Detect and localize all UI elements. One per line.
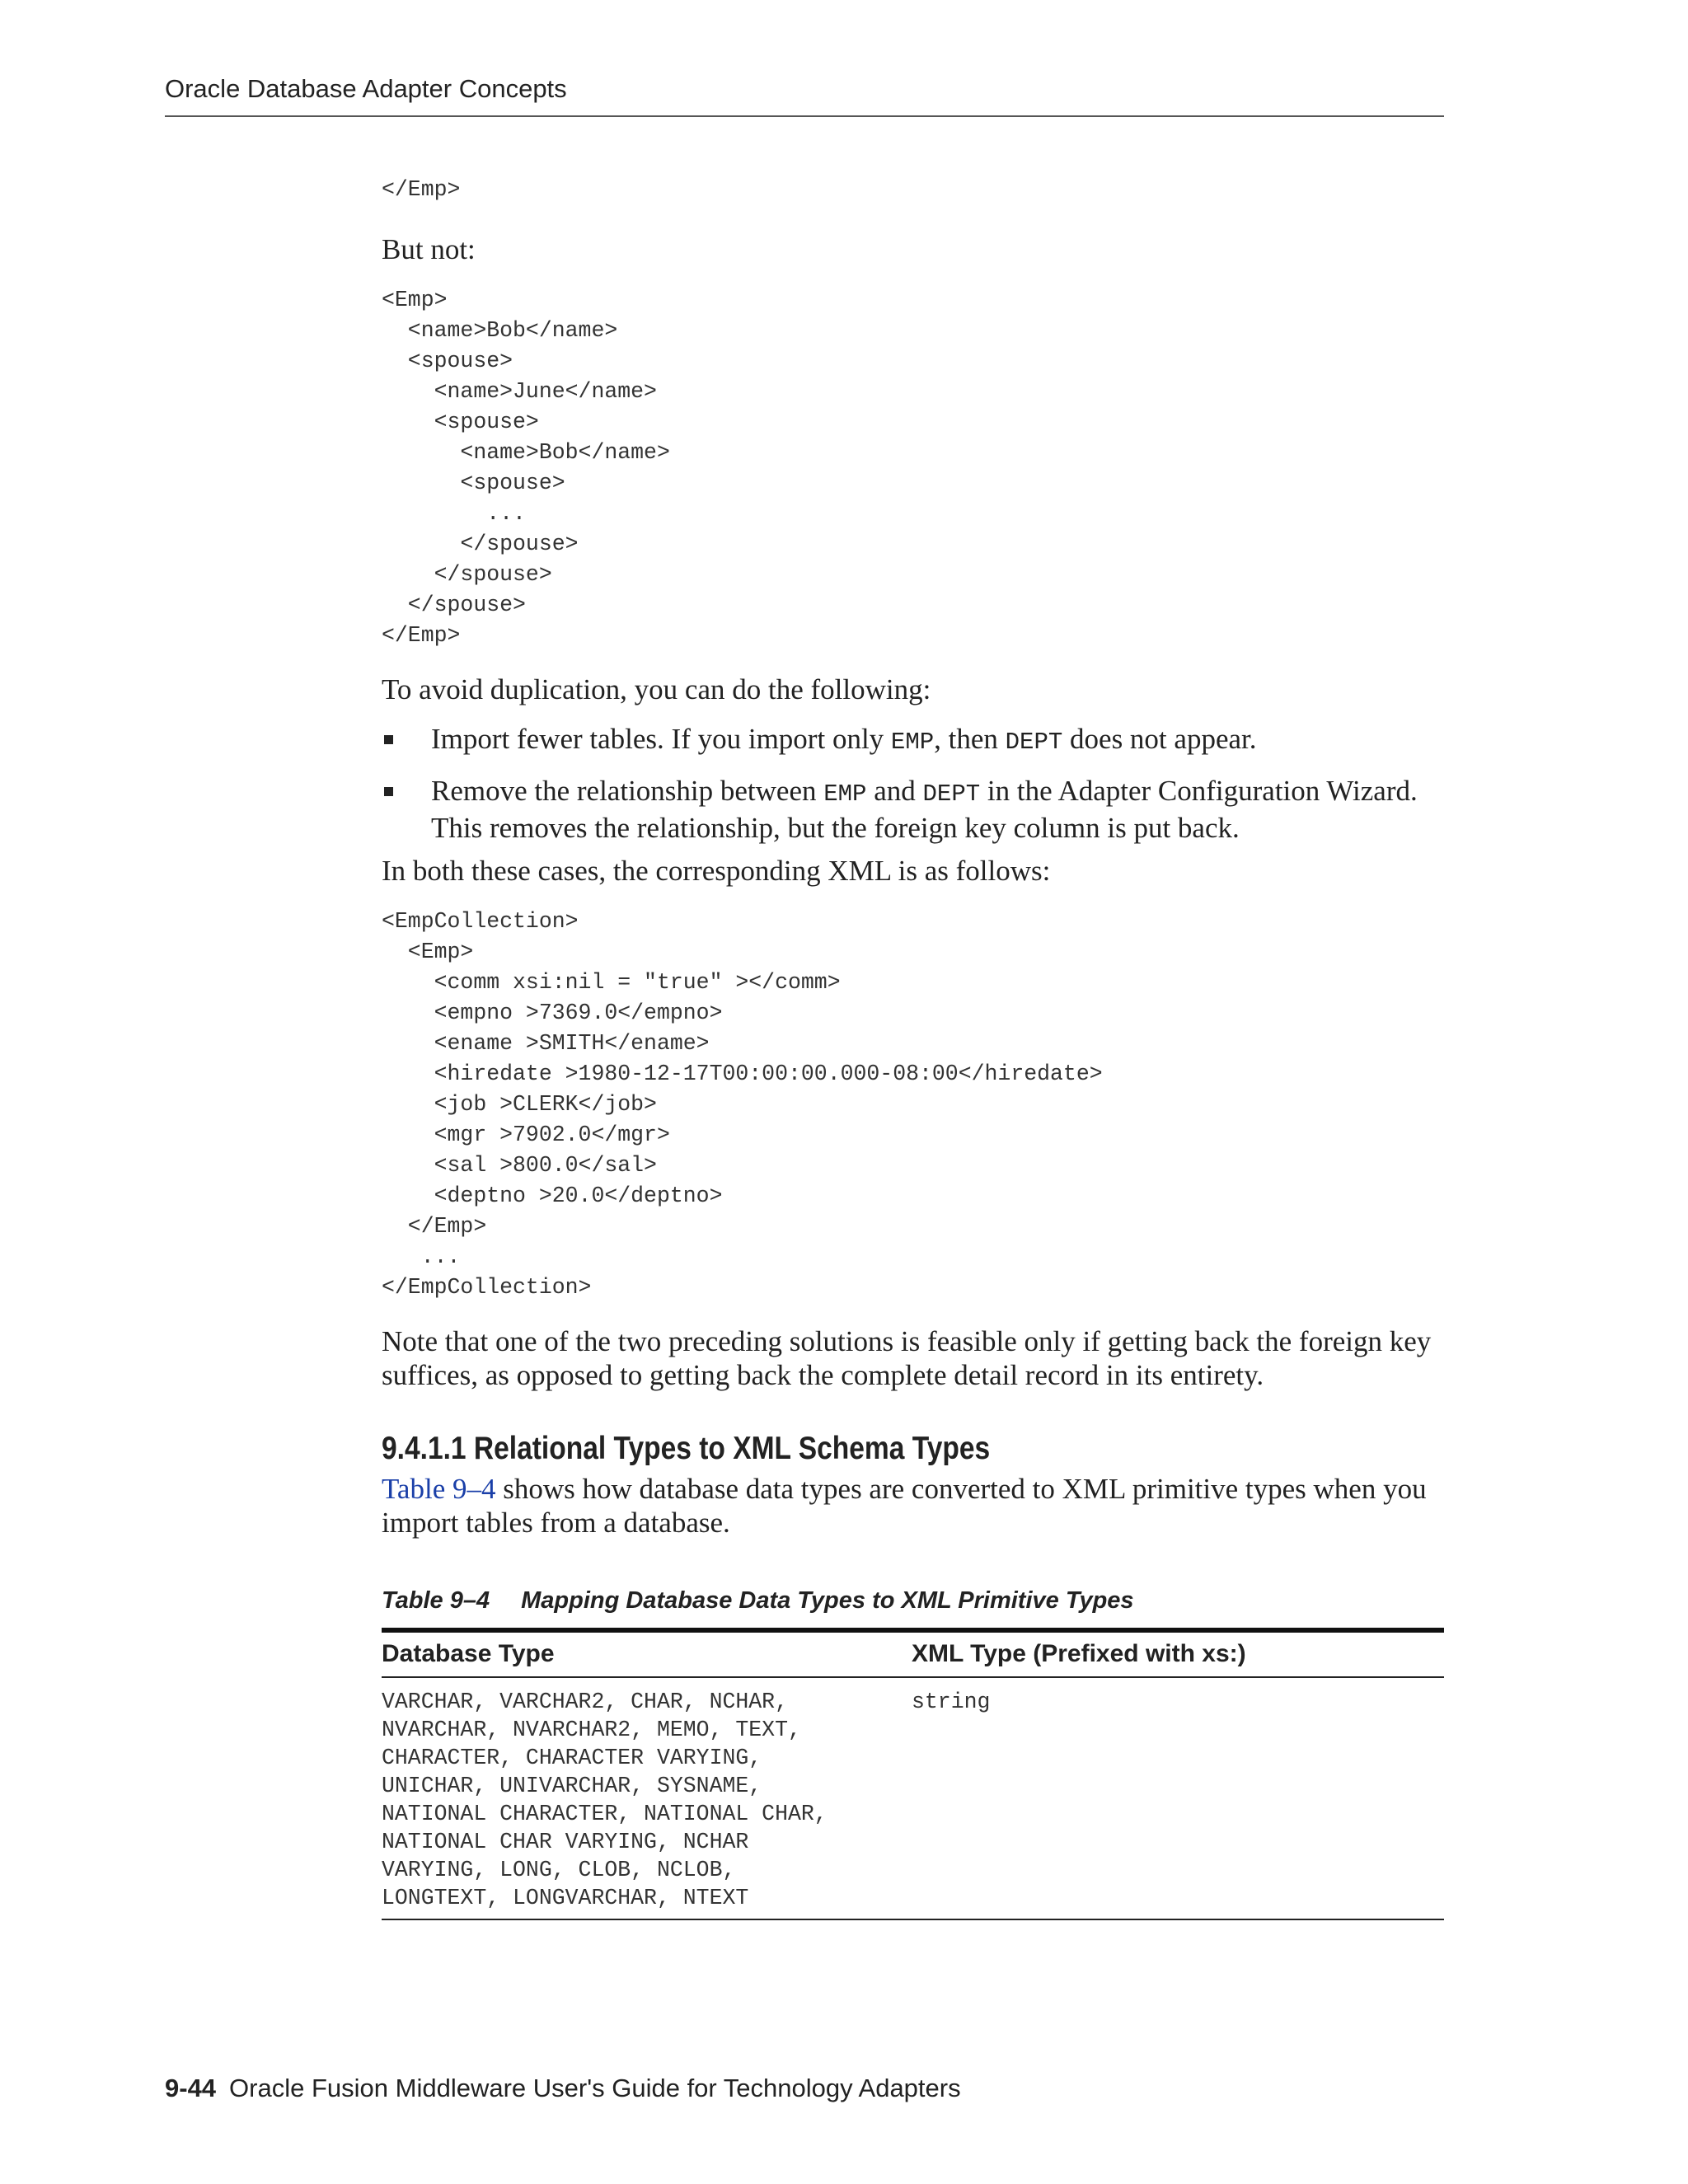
code-emp: EMP: [823, 780, 867, 808]
code-recursive-example: <Emp> <name>Bob</name> <spouse> <name>June</name> <spouse> <name>Bob</name> <spouse> ... </spouse> </spouse> </spouse> </Emp>: [382, 288, 670, 648]
mapping-table-wrapper: [382, 1628, 1444, 1920]
column-header-database-type: Database Type: [382, 1630, 912, 1677]
both-cases-text: In both these cases, the corresponding XML is as follows:: [382, 855, 1051, 887]
avoid-duplication-intro: To avoid duplication, you can do the following:: [382, 673, 931, 705]
table-caption-title: Mapping Database Data Types to XML Primitive Types: [521, 1587, 1134, 1614]
header-rule: [165, 115, 1444, 117]
solution-list: [382, 722, 1444, 845]
code-empcollection-example: <EmpCollection> <Emp> <comm xsi:nil = "true" ></comm> <empno >7369.0</empno> <ename >SMITH</ename> <hiredate >1980-12-17T00:00:00.000-08:00</hiredate> <job >CLERK</job> <mgr >7902.0</mgr> <sal >800.0</sal> <deptno >20.0</deptno> </Emp> ... </EmpCollection>: [382, 909, 1103, 1300]
column-header-xml-type: XML Type (Prefixed with xs:): [912, 1630, 1444, 1677]
square-bullet-icon: [384, 735, 393, 744]
running-header: Oracle Database Adapter Concepts: [165, 74, 567, 103]
cell-database-type: VARCHAR, VARCHAR2, CHAR, NCHAR, NVARCHAR, NVARCHAR2, MEMO, TEXT, CHARACTER, CHARACTER VARYING, UNICHAR, UNIVARCHAR, SYSNAME, NATIONAL CHARACTER, NATIONAL CHAR, NATIONAL CHAR VARYING, NCHAR VARYING, LONG, CLOB, NCLOB, LONGTEXT, LONGVARCHAR, NTEXT: [382, 1677, 912, 1919]
list-item: Remove the relationship between EMP and DEPT in the Adapter Configuration Wizard. This removes the relationship, but the foreign key column is put back.: [382, 774, 1444, 845]
section-intro-paragraph: Table 9–4 shows how database data types are converted to XML primitive types when you import tables from a database.: [382, 1473, 1427, 1539]
code-dept: DEPT: [1005, 729, 1063, 756]
code-end-emp: </Emp>: [382, 177, 461, 202]
table-caption: [382, 1587, 1134, 1615]
list-item: Import fewer tables. If you import only EMP, then DEPT does not appear.: [382, 722, 1444, 759]
section-heading: 9.4.1.1 Relational Types to XML Schema Types: [382, 1431, 991, 1466]
but-not-text: But not:: [382, 233, 476, 265]
page-footer: [165, 2074, 961, 2103]
table-header-row: [382, 1630, 1444, 1677]
book-title: Oracle Fusion Middleware User's Guide for Technology Adapters: [229, 2074, 961, 2102]
table-link[interactable]: Table 9–4: [382, 1473, 496, 1505]
code-dept: DEPT: [922, 780, 981, 808]
cell-xml-type: string: [912, 1677, 1444, 1919]
code-emp: EMP: [890, 729, 935, 756]
note-paragraph: Note that one of the two preceding solutions is feasible only if getting back the foreign key suffices, as opposed to getting back the complete detail record in its entirety.: [382, 1325, 1432, 1391]
mapping-table: [382, 1628, 1444, 1920]
square-bullet-icon: [384, 787, 393, 796]
page-number: 9-44: [165, 2074, 217, 2102]
table-row: [382, 1677, 1444, 1919]
table-caption-number: Table 9–4: [382, 1587, 490, 1614]
